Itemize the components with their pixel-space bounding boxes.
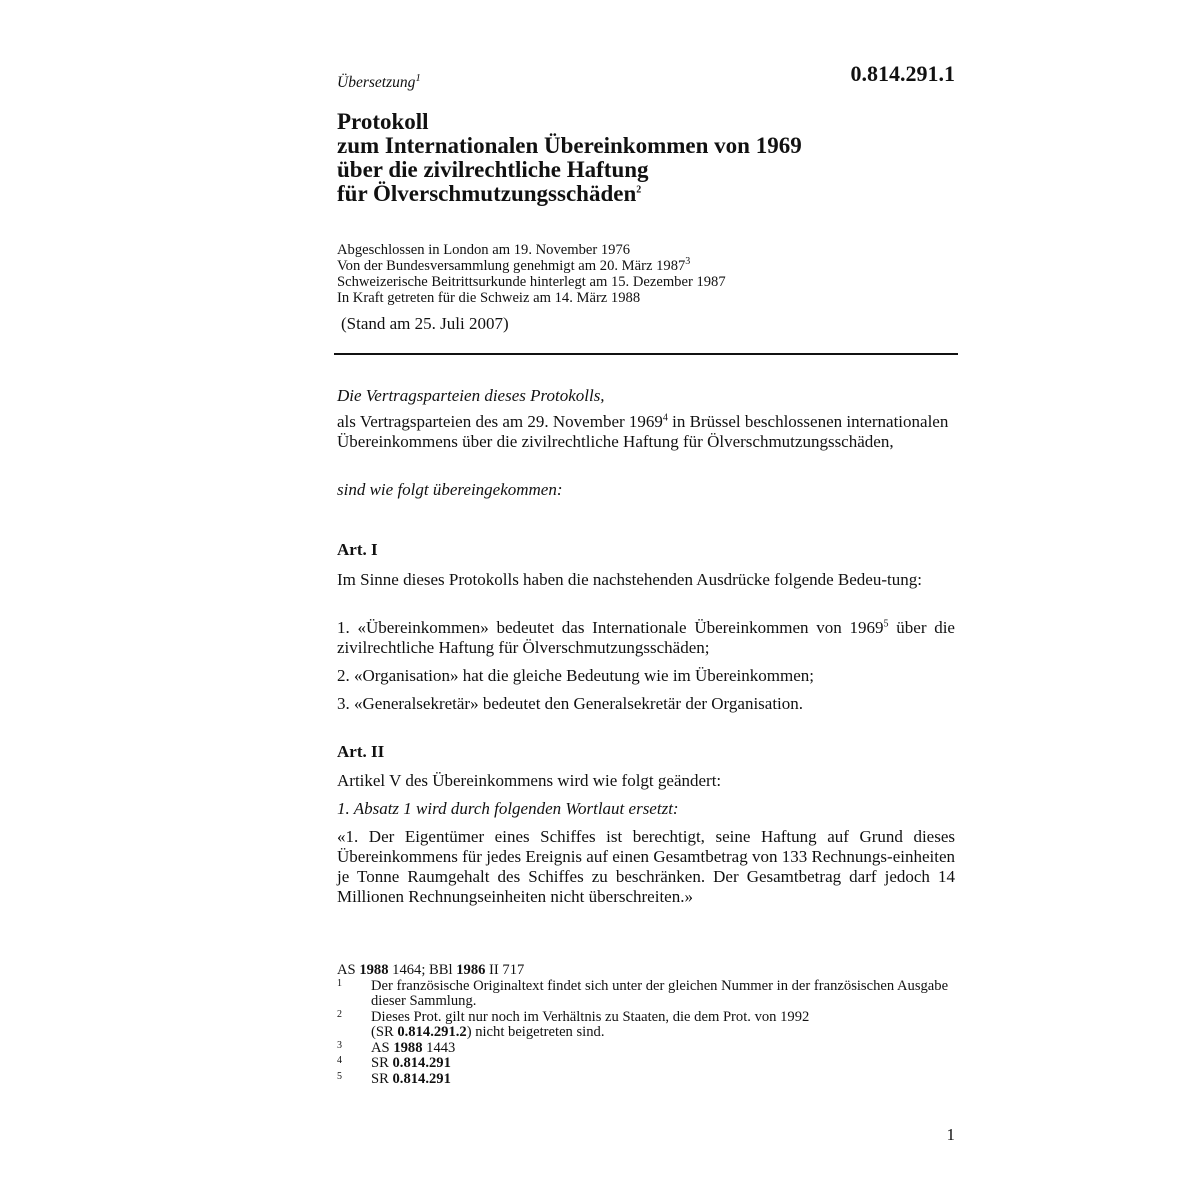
footnote-3-number: 3 [337, 1039, 342, 1051]
footnote-3-page: 1443 [422, 1039, 456, 1056]
meta-in-force: In Kraft getreten für die Schweiz am 14. März 1988 [337, 290, 641, 306]
footnote-4-sr[interactable]: 0.814.291 [392, 1055, 451, 1071]
footnote-4 [337, 1056, 957, 1072]
title-line-3: über die zivilrechtliche Haftung [337, 157, 649, 182]
article-1-heading: Art. I [337, 540, 378, 559]
footnote-5-number: 5 [337, 1070, 342, 1082]
title-line-4-text: für Ölverschmutzungsschäden [337, 181, 637, 206]
article-2-intro: Artikel V des Übereinkommens wird wie folgt geändert: [337, 771, 722, 790]
footnote-ref-5[interactable]: 5 [883, 618, 889, 630]
footnote-2-pre: (SR [371, 1024, 398, 1040]
meta-deposited: Schweizerische Beitrittsurkunde hinterlegt am 15. Dezember 1987 [337, 274, 726, 290]
article-2-sub: 1. Absatz 1 wird durch folgenden Wortlaut ersetzt: [337, 799, 679, 818]
sr-number: 0.814.291.1 [850, 61, 955, 86]
footnote-4-pre: SR [371, 1055, 393, 1071]
as-year: 1988 [359, 962, 389, 978]
footnote-4-number: 4 [337, 1055, 342, 1066]
bbl-rest: II 717 [485, 962, 525, 978]
meta-approved [337, 258, 897, 274]
footnote-2 [337, 1010, 957, 1041]
article-1-intro: Im Sinne dieses Protokolls haben die nachstehenden Ausdrücke folgende Bedeu-tung: [337, 570, 922, 589]
preamble-agreed: sind wie folgt übereingekommen: [337, 480, 563, 499]
article-1-item-1 [337, 618, 955, 658]
preamble-parties: Die Vertragsparteien dieses Protokolls, [337, 386, 605, 405]
translation-text: Übersetzung [337, 74, 416, 91]
footnote-2-post: ) nicht beigetreten sind. [466, 1024, 605, 1040]
footnote-5 [337, 1072, 957, 1088]
title-line-1: Protokoll [337, 109, 429, 134]
status-date: (Stand am 25. Juli 2007) [341, 314, 509, 333]
as-page: 1464; BBl [388, 962, 457, 978]
footnote-5-pre: SR [371, 1070, 393, 1087]
article-1-item-3: 3. «Generalsekretär» bedeutet den Generalsekretär der Organisation. [337, 694, 804, 713]
meta-approved-text: Von der Bundesversammlung genehmigt am 20. März 1987 [337, 258, 686, 274]
footnote-ref-2[interactable]: 2 [636, 184, 642, 196]
footnote-1 [337, 979, 957, 1010]
header-divider [334, 353, 958, 355]
document-meta [337, 242, 897, 306]
footnote-ref-1[interactable]: 1 [415, 71, 421, 84]
article-1-item-1-b: über die zivilrechtliche Haftung für Ölverschmutzungsschäden; [337, 618, 955, 657]
footnote-3-year: 1988 [393, 1039, 423, 1056]
footnote-3-pre: AS [371, 1039, 394, 1056]
footnote-2-number: 2 [337, 1008, 342, 1020]
article-1-item-2: 2. «Organisation» hat die gleiche Bedeutung wie im Übereinkommen; [337, 666, 814, 685]
footnote-2-sr[interactable]: 0.814.291.2 [397, 1024, 467, 1040]
as-prefix: AS [337, 962, 360, 978]
title-line-2: zum Internationalen Übereinkommen von 1969 [337, 133, 802, 158]
bbl-year: 1986 [456, 962, 486, 978]
preamble-as-parties-b: in Brüssel beschlossenen internationalen Übereinkommens über die zivilrechtliche Haftung für Ölverschmutzungsschäden, [337, 412, 949, 451]
document-title [337, 110, 897, 206]
footnote-1-text: Der französische Originaltext findet sich unter der gleichen Nummer in der französischen Ausgabe dieser Sammlung. [371, 977, 949, 1009]
page-number: 1 [946, 1125, 955, 1144]
source-reference [337, 963, 957, 979]
article-2-quote: «1. Der Eigentümer eines Schiffes ist berechtigt, seine Haftung auf Grund dieses Übereinkommens für jedes Ereignis auf einen Gesamtbetrag von 133 Rechnungs-einheiten je Tonne Raumgehalt des Schiffes zu beschränken. Der Gesamtbetrag darf jedoch 14 Millionen Rechnungseinheiten nicht überschreiten.» [337, 827, 955, 906]
title-line-4 [337, 182, 897, 206]
article-1-item-1-a: 1. «Übereinkommen» bedeutet das Internationale Übereinkommen von 1969 [337, 618, 884, 637]
footnote-ref-4[interactable]: 4 [662, 412, 668, 424]
footnote-5-sr[interactable]: 0.814.291 [392, 1070, 451, 1087]
translation-label [337, 71, 421, 92]
footnote-3 [337, 1041, 957, 1057]
footnotes [337, 963, 957, 1087]
preamble-as-parties [337, 412, 955, 452]
article-2-heading: Art. II [337, 742, 385, 761]
footnote-2-line-1: Dieses Prot. gilt nur noch im Verhältnis zu Staaten, die dem Prot. von 1992 [371, 1008, 810, 1025]
meta-concluded: Abgeschlossen in London am 19. November 1976 [337, 242, 631, 258]
preamble-as-parties-a: als Vertragsparteien des am 29. November 1969 [337, 412, 663, 431]
footnote-ref-3[interactable]: 3 [685, 256, 691, 268]
footnote-1-number: 1 [337, 977, 342, 989]
